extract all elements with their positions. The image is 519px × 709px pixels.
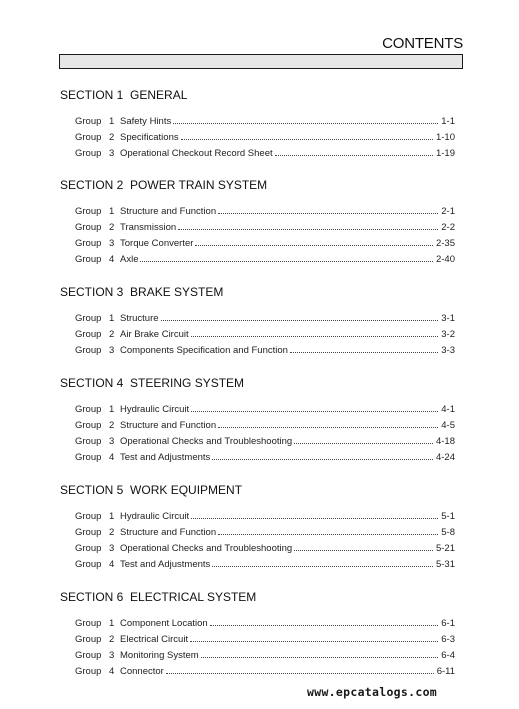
toc-entry[interactable] — [75, 632, 455, 645]
section-name: POWER TRAIN SYSTEM — [130, 178, 268, 192]
toc-entry[interactable] — [75, 204, 455, 217]
toc-entry[interactable] — [75, 557, 455, 570]
entry-title: Torque Converter — [120, 238, 194, 249]
group-number: 2 — [109, 329, 115, 340]
dot-leader — [294, 443, 433, 444]
entry-title: Operational Checks and Troubleshooting — [120, 543, 293, 554]
entry-title: Specifications — [120, 132, 179, 143]
dot-leader — [275, 155, 433, 156]
section-heading — [60, 178, 267, 192]
dot-leader — [173, 123, 438, 124]
entry-title: Operational Checks and Troubleshooting — [120, 436, 293, 447]
group-label: Group — [75, 345, 102, 356]
dot-leader — [210, 625, 439, 626]
dot-leader — [218, 534, 438, 535]
entry-title: Test and Adjustments — [120, 452, 211, 463]
group-label: Group — [75, 206, 102, 217]
entry-page-number: 1-10 — [435, 132, 455, 143]
section-heading — [60, 483, 242, 497]
dot-leader — [218, 427, 438, 428]
group-number: 1 — [109, 511, 115, 522]
dot-leader — [166, 673, 434, 674]
group-number: 3 — [109, 238, 115, 249]
dot-leader — [290, 352, 438, 353]
section-label: SECTION 5 — [60, 483, 124, 497]
entry-page-number: 6-1 — [441, 618, 455, 629]
entry-title: Safety Hints — [120, 116, 172, 127]
group-number: 1 — [109, 313, 115, 324]
group-number: 3 — [109, 436, 115, 447]
section-label: SECTION 2 — [60, 178, 124, 192]
toc-entry[interactable] — [75, 664, 455, 677]
entry-title: Structure and Function — [120, 527, 217, 538]
group-number: 1 — [109, 116, 115, 127]
page-title: CONTENTS — [382, 35, 463, 52]
toc-entry[interactable] — [75, 450, 455, 463]
group-number: 4 — [109, 559, 115, 570]
group-number: 3 — [109, 543, 115, 554]
dot-leader — [195, 245, 433, 246]
group-label: Group — [75, 618, 102, 629]
dot-leader — [190, 641, 438, 642]
entry-page-number: 2-2 — [441, 222, 455, 233]
toc-entry[interactable] — [75, 327, 455, 340]
dot-leader — [212, 459, 433, 460]
group-number: 4 — [109, 452, 115, 463]
entry-title: Air Brake Circuit — [120, 329, 189, 340]
group-number: 1 — [109, 404, 115, 415]
toc-entry[interactable] — [75, 220, 455, 233]
section-heading — [60, 88, 187, 102]
toc-entry[interactable] — [75, 616, 455, 629]
entry-title: Electrical Circuit — [120, 634, 189, 645]
entry-page-number: 2-1 — [441, 206, 455, 217]
entry-title: Structure and Function — [120, 206, 217, 217]
dot-leader — [212, 566, 433, 567]
group-label: Group — [75, 116, 102, 127]
entry-page-number: 4-24 — [435, 452, 455, 463]
group-number: 1 — [109, 618, 115, 629]
toc-entry[interactable] — [75, 130, 455, 143]
dot-leader — [201, 657, 439, 658]
footer-watermark-url[interactable]: www.epcatalogs.com — [307, 685, 438, 699]
group-label: Group — [75, 650, 102, 661]
toc-entry[interactable] — [75, 343, 455, 356]
section-name: WORK EQUIPMENT — [130, 483, 243, 497]
entry-page-number: 3-2 — [441, 329, 455, 340]
group-label: Group — [75, 404, 102, 415]
group-label: Group — [75, 559, 102, 570]
dot-leader — [294, 550, 433, 551]
section-name: STEERING SYSTEM — [130, 376, 245, 390]
entry-title: Monitoring System — [120, 650, 199, 661]
entry-page-number: 6-4 — [441, 650, 455, 661]
entry-title: Hydraulic Circuit — [120, 511, 190, 522]
toc-entry[interactable] — [75, 236, 455, 249]
group-number: 4 — [109, 666, 115, 677]
section-heading — [60, 376, 244, 390]
entry-page-number: 6-3 — [441, 634, 455, 645]
group-label: Group — [75, 222, 102, 233]
entry-page-number: 5-1 — [441, 511, 455, 522]
group-number: 4 — [109, 254, 115, 265]
group-label: Group — [75, 527, 102, 538]
dot-leader — [191, 518, 438, 519]
dot-leader — [218, 213, 438, 214]
entry-title: Connector — [120, 666, 164, 677]
entry-page-number: 6-11 — [436, 666, 455, 677]
group-number: 1 — [109, 206, 115, 217]
group-label: Group — [75, 420, 102, 431]
group-label: Group — [75, 452, 102, 463]
section-label: SECTION 4 — [60, 376, 124, 390]
toc-entry[interactable] — [75, 525, 455, 538]
entry-page-number: 2-40 — [435, 254, 455, 265]
entry-page-number: 4-5 — [441, 420, 455, 431]
entry-title: Structure — [120, 313, 159, 324]
section-name: ELECTRICAL SYSTEM — [130, 590, 257, 604]
group-label: Group — [75, 238, 102, 249]
entry-title: Transmission — [120, 222, 177, 233]
entry-page-number: 1-1 — [441, 116, 455, 127]
toc-entry[interactable] — [75, 252, 455, 265]
group-label: Group — [75, 148, 102, 159]
entry-title: Hydraulic Circuit — [120, 404, 190, 415]
entry-title: Component Location — [120, 618, 208, 629]
entry-page-number: 5-8 — [441, 527, 455, 538]
dot-leader — [191, 336, 439, 337]
entry-page-number: 2-35 — [435, 238, 455, 249]
section-heading — [60, 285, 223, 299]
group-label: Group — [75, 634, 102, 645]
dot-leader — [140, 261, 433, 262]
toc-entry[interactable] — [75, 146, 455, 159]
entry-page-number: 5-31 — [435, 559, 455, 570]
group-number: 2 — [109, 222, 115, 233]
entry-page-number: 5-21 — [435, 543, 455, 554]
toc-entry[interactable] — [75, 114, 455, 127]
group-label: Group — [75, 436, 102, 447]
group-number: 2 — [109, 420, 115, 431]
group-number: 3 — [109, 345, 115, 356]
group-label: Group — [75, 132, 102, 143]
entry-page-number: 4-18 — [435, 436, 455, 447]
group-number: 2 — [109, 527, 115, 538]
group-number: 2 — [109, 132, 115, 143]
section-name: BRAKE SYSTEM — [130, 285, 224, 299]
entry-title: Test and Adjustments — [120, 559, 211, 570]
group-number: 2 — [109, 634, 115, 645]
entry-title: Components Specification and Function — [120, 345, 288, 356]
group-label: Group — [75, 254, 102, 265]
group-label: Group — [75, 666, 102, 677]
toc-entry[interactable] — [75, 434, 455, 447]
group-label: Group — [75, 313, 102, 324]
toc-entry[interactable] — [75, 402, 455, 415]
toc-entry[interactable] — [75, 648, 455, 661]
entry-title: Axle — [120, 254, 139, 265]
toc-entry[interactable] — [75, 311, 455, 324]
toc-entry[interactable] — [75, 509, 455, 522]
section-label: SECTION 3 — [60, 285, 124, 299]
toc-entry[interactable] — [75, 418, 455, 431]
section-heading — [60, 590, 256, 604]
entry-page-number: 3-1 — [441, 313, 455, 324]
group-label: Group — [75, 511, 102, 522]
section-name: GENERAL — [130, 88, 188, 102]
toc-entry[interactable] — [75, 541, 455, 554]
entry-title: Structure and Function — [120, 420, 217, 431]
entry-page-number: 1-19 — [435, 148, 455, 159]
dot-leader — [181, 139, 433, 140]
group-label: Group — [75, 329, 102, 340]
group-number: 3 — [109, 148, 115, 159]
entry-page-number: 3-3 — [441, 345, 455, 356]
dot-leader — [161, 320, 439, 321]
entry-page-number: 4-1 — [441, 404, 455, 415]
dot-leader — [191, 411, 438, 412]
group-number: 3 — [109, 650, 115, 661]
group-label: Group — [75, 543, 102, 554]
section-label: SECTION 1 — [60, 88, 124, 102]
entry-title: Operational Checkout Record Sheet — [120, 148, 273, 159]
dot-leader — [178, 229, 438, 230]
section-label: SECTION 6 — [60, 590, 124, 604]
title-rule-bar — [59, 54, 463, 69]
